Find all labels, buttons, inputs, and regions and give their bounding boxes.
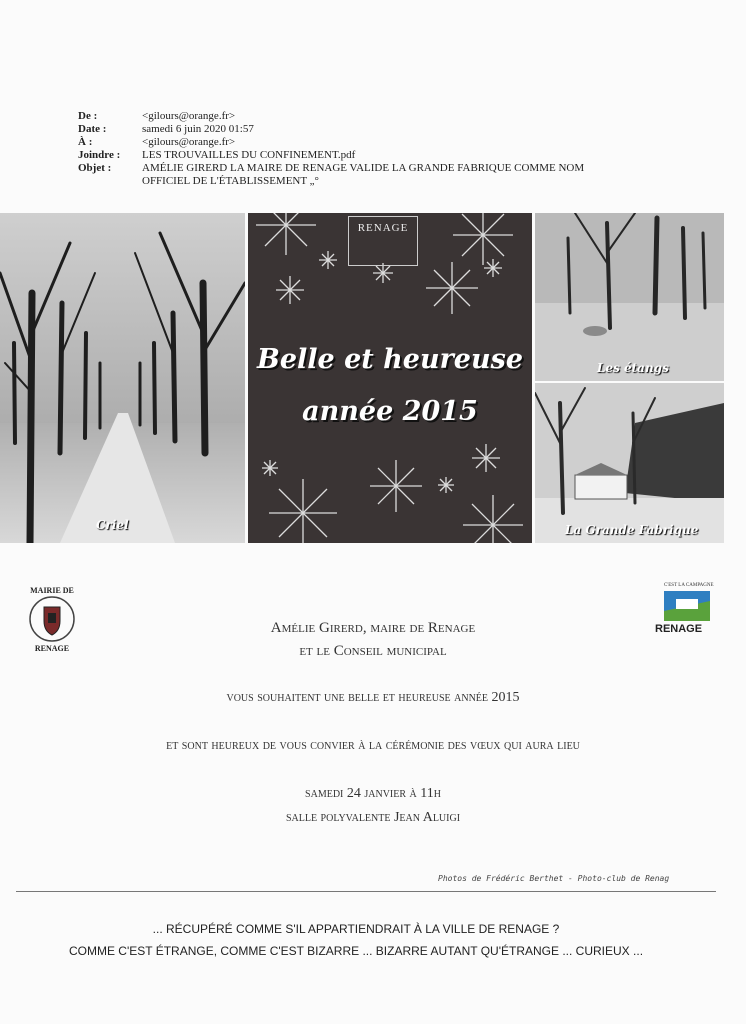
invite-line-mayor: Amélie Girerd, maire de Renage <box>270 620 476 636</box>
caption-les-etangs: Les étangs <box>597 361 669 375</box>
email-header <box>78 110 662 188</box>
divider-line <box>16 891 716 892</box>
invite-line-venue: salle polyvalente Jean Aluigi <box>285 810 461 825</box>
ville-name-text: RENAGE <box>655 623 703 635</box>
photo-les-etangs <box>535 213 724 381</box>
attach-value: LES TROUVAILLES DU CONFINEMENT.pdf <box>142 149 356 161</box>
photo-la-grande-fabrique <box>535 383 724 543</box>
from-value: <gilours@orange.fr> <box>142 110 236 122</box>
greeting-panel <box>248 213 532 543</box>
footer-line1: ... RÉCUPÉRÉ COMME S'IL APPARTIENDRAIT À LA VILLE DE RENAGE ? <box>152 922 560 936</box>
invite-line-date: samedi 24 janvier à 11h <box>305 786 441 801</box>
to-label: À : <box>78 136 93 148</box>
photo-criel <box>0 213 245 543</box>
subject-line2: OFFICIEL DE L'ÉTABLISSEMENT <box>142 175 307 187</box>
invite-line-wishes: vous souhaitent une belle et heureuse année 2015 <box>226 690 520 705</box>
mairie-bottom-text: RENAGE <box>34 644 70 653</box>
subject-tail: „° <box>309 175 319 187</box>
date-value: samedi 6 juin 2020 01:57 <box>142 123 254 135</box>
caption-la-grande-fabrique: La Grande Fabrique <box>565 523 699 537</box>
invite-line-ceremony: et sont heureux de vous convier à la cérémonie des vœux qui aura lieu <box>166 738 580 753</box>
invite-line-council: et le Conseil municipal <box>299 643 447 659</box>
greeting-card <box>0 213 724 543</box>
footer-line2: COMME C'EST ÉTRANGE, COMME C'EST BIZARRE ... BIZARRE AUTANT QU'ÉTRANGE ... CURIEUX ... <box>68 944 644 958</box>
greeting-title-line1: Belle et heureuse <box>257 344 523 375</box>
ville-tag-text: C'EST LA CAMPAGNE <box>664 583 714 588</box>
renage-card-label: RENAGE <box>357 222 409 234</box>
photo-credit: Photos de Frédéric Berthet - Photo-club de Renag <box>438 874 670 883</box>
attach-label: Joindre : <box>78 149 121 161</box>
greeting-title-line2: année 2015 <box>302 396 478 427</box>
renage-label-box <box>348 216 418 266</box>
caption-criel: Criel <box>96 518 129 532</box>
subject-line1: AMÉLIE GIRERD LA MAIRE DE RENAGE VALIDE LA GRANDE FABRIQUE COMME NOM <box>142 162 585 174</box>
from-label: De : <box>78 110 98 122</box>
date-label: Date : <box>78 123 107 135</box>
to-value: <gilours@orange.fr> <box>142 136 236 148</box>
subject-label: Objet : <box>78 162 112 174</box>
mairie-top-text: MAIRIE DE <box>30 586 74 595</box>
